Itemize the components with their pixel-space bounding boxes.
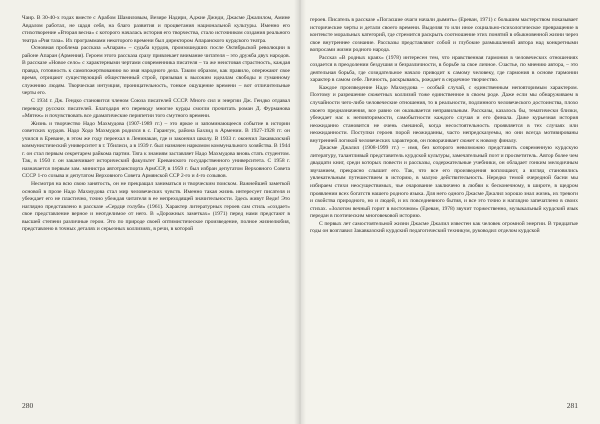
paragraph: Жизнь и творчество Надо Махмудова (1907-1989 гг.) – это яркое и запоминающееся событие в истории советских курдов. Надо Ходо Махмудов родился в с. Гарангук, района Бахзид в Армении. В 1927-1928 гг. он учился в Ереване, в этом же году переехал в Ленинакан, где и закончил школу. В 1933 г. окончил Закавказский коммунистический университет в г. Тбилиси, а в 1939 г. был назначен наркомом коммунального хозяйства. В 1944 г. он стал первым секретарем райкома партии. Тяга к знаниям заставляет Надо Махмудова вновь стать студентом. Так, в 1950 г. он заканчивает исторический факультет Ереванского государственного университета. С 1958 г. назначается первым зам. министра автотранспорта АрмССР, в 1959 г. был избран депутатом Верховного Совета СССР 1-го созыва и депутатом Верховного Совета Армянской ССР 2-го и 4-го созывов. [22, 120, 290, 180]
paragraph: Основная проблема рассказа «Апаран» – судьба курдов, произошедших после Октябрьской революции в районе Апаран (Армения). Героем этого рассказа сразу привлекает внимание читателя – это дружба двух народов. В рассказе «Новое село» с характерными чертами современника писателя – та же неистовая страстность, каждая правда, готовность к самопожертвованию во имя народного дела. Таким образом, как правило, опережают свое время, отрицают существующий общественный строй, призывая к высоким идеалам свободы и гуманному служению людям. Творческая интуиция, проницательность, тонкое ощущение времени – вот отличительные черты его. [22, 45, 290, 97]
paragraph: Несмотря на всю свою занятость, он не прекращал заниматься и творческим поиском. Важнейшей заметкой основой в прозе Надо Махмудова стал мир человеческих чувств. Именно такая жизнь интересует писателя и убеждает его не пластично, точно убеждая читателя в ее непреходящей значительности. Здесь живут Веди! Это наглядно представлено в рассказе «Сердце голубя» (1961). Характер литературных героев сам стиль «создает» свое представление верное и неотделимое от него. В «Дорожных заметках» (1971) перед нами предстают в высшей степени различные герои. Это по природе своей оптимистическое произведение, полное жизнелюбия, представлено в точных деталях и серьезных коллизиях, в речи, в которой [22, 181, 290, 233]
paragraph: С первых лет самостоятельной жизни Джасме Джалил известен как человек огромной энергии. В тридцатые годы он возглавил Закавказский курдский педагогический техникум, руководил отделом курдской [310, 220, 578, 235]
page-number-left: 280 [22, 401, 34, 410]
left-page-text [22, 15, 290, 234]
paragraph: Джасме Джалил (1908-1999 гг.) – имя, без которого невозможно представить современную курдскую литературу, талантливый представитель курдской культуры, замечательный поэт и просветитель. Автор более чем двадцати книг, среди которых повести и рассказы, содержательные учебники, он обладает гонким мелодичным звучанием, прекрасно слышит его. Так, что все его произведения воплощают, а взгляд становились увлекательным путешествием в историю, в малую действительность. Нередко темой очередной басни мы избираем стихи неосуществимых, чье очарование заключено в любви к бесконечному, в широте, в щедром проявлении всех богатств нашего родного языка. Для него одного Джасме Джалил хорошо знал жизнь, их тревоги и свойства природного, но и людей, и их повседневного бытия, и все это точно и наглядно запечатлено в своих стихах. «Золотом вечный горит в восточном» (Ереван, 1978) звучит торжественно, музыкальный курдский язык передан в поэтическим многовековой историю. [310, 145, 578, 220]
paragraph: Каждое произведение Надо Махмудова – особый случай, с единственным неповторимым характером. Поэтому и разрешение сюжетных коллизий тоже единственное в своем роде. Даже если мы обнаруживаем в случайности чего-либо человеческие отношения, то в реальности, подлинного человеческого достоинства, плохо своего предназначения, все равно он оказывается неправильным. Рассказы, казалось бы, тематически близки, убеждает нас к неповторимости, самобытности каждого случая и его финала. Даже курьезная история неожиданно становится не очень смешной, когда несостоятельность проявляется в тех случаях или неожиданности. Поступки героев порой неожиданны, часто непредсказуемы, но они всегда мотивированы внутренней логикой человеческих характеров, он поворачивает сюжет к новому финалу. [310, 84, 578, 144]
book-gutter-shadow [294, 0, 306, 424]
paragraph: Чаир. В 30-40-х годах вместе с Арабом Шамиловым, Везире Надири, Аджие Джнди, Джасме Джалилом, Амине Авдалом работал, не щадя себя, на благо развития и процветания национальной культуры. Именно его стихотворение «Вторая весна» с которого началась история его творчества, стало источником создания реального театра «Рия таза». Их программами некоторого времени был директором Апаранского курдского театра. [22, 15, 290, 44]
paragraph: Рассказ «В родных краях» (1978) интересен тем, что нравственная гармония в человеческих отношениях создается в преодолении бездушия и безразличности, в борьбе за свое личное. Счастье, по мнению автора, – это деятельная борьба, где созидательное начало приводит к самому человеку, где гармония в основе гармонии характер в самом себе. Личность, раскрываясь, рождает в сердечное творчество. [310, 54, 578, 84]
page-number-right: 281 [566, 401, 578, 410]
right-page [300, 0, 600, 424]
paragraph: С 1934 г. Дж. Гендко становится членом Союза писателей СССР. Много сил и энергии Дж. Гендко отдавал переводу русских писателей. Благодаря его переводу многие курды смогли прочитать роман Д. Фурманова «Мятеж» и почувствовать все драматические перипетии того смутного времени. [22, 98, 290, 120]
paragraph: героев. Писатель в рассказе «Погасшие очаги начали дымить» (Ереван, 1971) с большим мастерством показывает исторические черты и детали своего времени. Выделяя то или иное социально-психологическое превращение в контексте моральных категорий, где стремится раскрыть соотношение этих понятий в обыкновенной жизни через свое внутреннее сознание. Рассказы представляют собой и глубокие размышлений автора над конкретными вопросами жизни родного народа. [310, 17, 578, 54]
right-page-text [310, 17, 578, 236]
